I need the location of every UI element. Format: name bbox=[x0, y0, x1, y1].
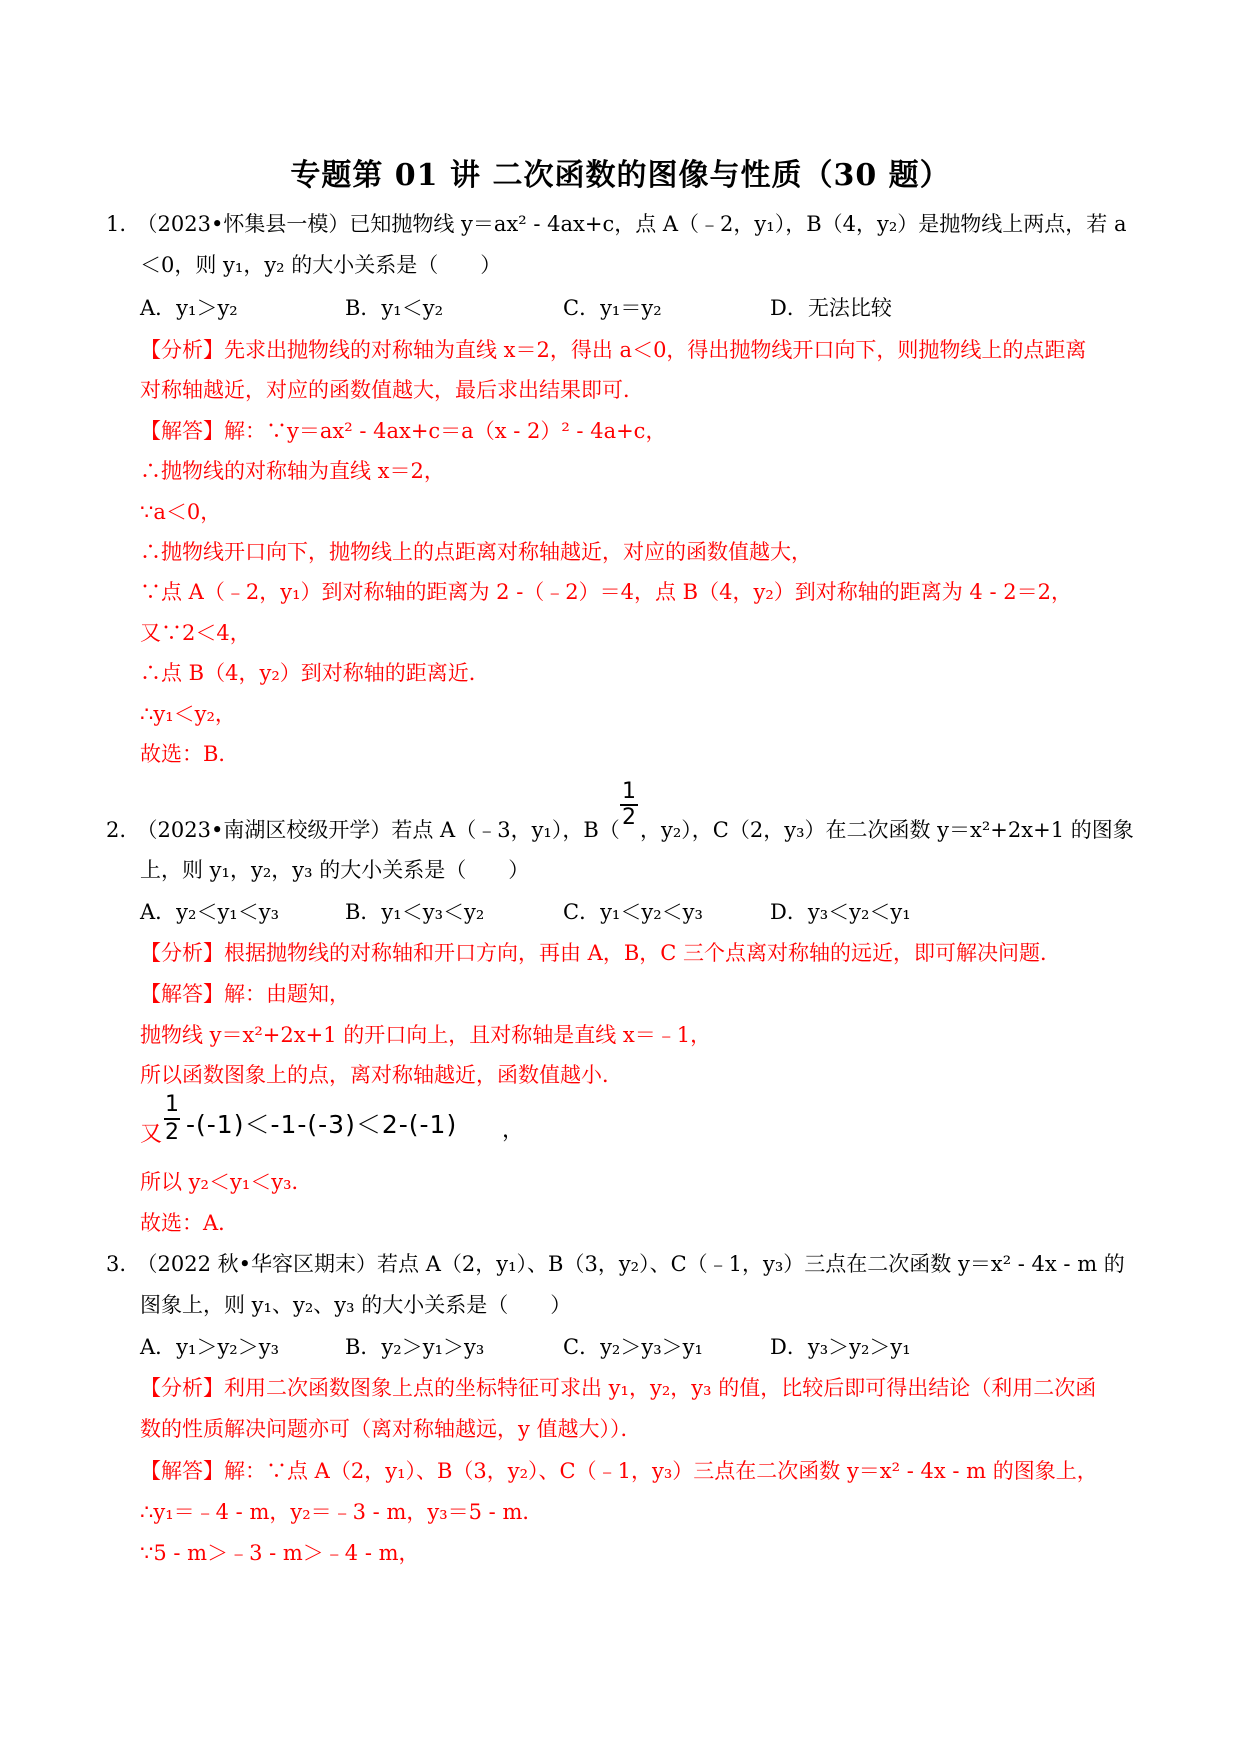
q2-fraction-denominator: 2 bbox=[622, 805, 636, 830]
q2-solution-line-6: 故选：A． bbox=[140, 1211, 240, 1235]
q1-solution-line-6: 又∵2＜4， bbox=[140, 621, 251, 645]
q2-expression-denominator: 2 bbox=[165, 1120, 179, 1145]
q2-expression-prefix: 又 bbox=[140, 1122, 163, 1147]
q2-solution-line-5: 所以 y₂＜y₁＜y₃． bbox=[140, 1170, 313, 1194]
q2-analysis: 【分析】根据抛物线的对称轴和开口方向，再由 A，B，C 三个点离对称轴的远近，即可解决问题． bbox=[140, 941, 1062, 965]
q2-option-b: B．y₁＜y₃＜y₂ bbox=[345, 900, 485, 924]
q2-stem-line-2: 上，则 y₁，y₂，y₃ 的大小关系是（ ） bbox=[140, 858, 530, 882]
q2-fraction-numerator: 1 bbox=[622, 779, 636, 804]
q1-stem-line-2: ＜0，则 y₁，y₂ 的大小关系是（ ） bbox=[140, 253, 502, 277]
document-title: 专题第 01 讲 二次函数的图像与性质（30 题） bbox=[290, 158, 951, 193]
q3-analysis-line-2: 数的性质解决问题亦可（离对称轴越远，y 值越大））． bbox=[140, 1417, 642, 1441]
q2-option-c: C．y₁＜y₂＜y₃ bbox=[563, 900, 703, 924]
q3-solution-line-3: ∵5 - m＞﹣3 - m＞﹣4 - m， bbox=[140, 1541, 420, 1565]
q1-solution-line-1: 【解答】解：∵y＝ax² - 4ax+c＝a（x - 2）² - 4a+c， bbox=[140, 419, 667, 443]
q2-expression-inequality: -(-1)＜-1-(-3)＜2-(-1) bbox=[186, 1110, 458, 1139]
q1-analysis-line-2: 对称轴越近，对应的函数值越大，最后求出结果即可． bbox=[140, 378, 644, 402]
q1-solution-line-8: ∴y₁＜y₂， bbox=[140, 702, 236, 726]
q1-solution-line-2: ∴抛物线的对称轴为直线 x＝2， bbox=[140, 459, 445, 483]
q2-expression-fraction bbox=[164, 1092, 180, 1146]
q1-option-d: D．无法比较 bbox=[770, 296, 892, 320]
q2-stem-line-1a: 2. （2023•南湖区校级开学）若点 A（﹣3，y₁），B（ bbox=[106, 818, 620, 842]
q2-solution-line-3: 所以函数图象上的点，离对称轴越近，函数值越小． bbox=[140, 1063, 623, 1087]
q1-solution-line-9: 故选：B． bbox=[140, 742, 240, 766]
q2-expression-numerator: 1 bbox=[165, 1092, 179, 1117]
q2-fraction-half bbox=[620, 780, 638, 830]
q1-solution-line-3: ∵a＜0， bbox=[140, 500, 222, 524]
q1-analysis-line-1: 【分析】先求出抛物线的对称轴为直线 x＝2，得出 a＜0，得出抛物线开口向下，则抛物线上的点距离 bbox=[140, 338, 1087, 362]
q1-solution-line-5: ∵点 A（﹣2，y₁）到对称轴的距离为 2 -（﹣2）＝4，点 B（4，y₂）到对称轴的距离为 4 - 2＝2， bbox=[140, 580, 1072, 604]
q2-option-a: A．y₂＜y₁＜y₃ bbox=[140, 900, 280, 924]
q3-solution-line-1: 【解答】解：∵点 A（2，y₁）、B（3，y₂）、C（﹣1，y₃）三点在二次函数 y＝x² - 4x - m 的图象上， bbox=[140, 1459, 1098, 1483]
q3-option-a: A．y₁＞y₂＞y₃ bbox=[140, 1335, 280, 1359]
q2-comparison-expression bbox=[140, 1092, 525, 1150]
q1-solution-line-7: ∴点 B（4，y₂）到对称轴的距离近． bbox=[140, 661, 490, 685]
q3-option-b: B．y₂＞y₁＞y₃ bbox=[345, 1335, 485, 1359]
q3-option-d: D．y₃＞y₂＞y₁ bbox=[770, 1335, 911, 1359]
q2-expression-suffix: ， bbox=[502, 1118, 525, 1143]
q1-option-a: A．y₁＞y₂ bbox=[140, 296, 238, 320]
q1-stem-line-1: 1. （2023•怀集县一模）已知抛物线 y＝ax² - 4ax+c，点 A（﹣2，y₁），B（4，y₂）是抛物线上两点，若 a bbox=[106, 212, 1127, 236]
q3-stem-line-1: 3. （2022 秋•华容区期末）若点 A（2，y₁）、B（3，y₂）、C（﹣1，y₃）三点在二次函数 y＝x² - 4x - m 的 bbox=[106, 1252, 1125, 1276]
q2-solution-line-1: 【解答】解：由题知， bbox=[140, 982, 350, 1006]
q3-analysis-line-1: 【分析】利用二次函数图象上点的坐标特征可求出 y₁，y₂，y₃ 的值，比较后即可得出结论（利用二次函 bbox=[140, 1376, 1097, 1400]
q3-stem-line-2: 图象上，则 y₁、y₂、y₃ 的大小关系是（ ） bbox=[140, 1293, 572, 1317]
q2-option-d: D．y₃＜y₂＜y₁ bbox=[770, 900, 911, 924]
q2-solution-line-2: 抛物线 y＝x²+2x+1 的开口向上，且对称轴是直线 x＝﹣1， bbox=[140, 1023, 712, 1047]
q1-option-b: B．y₁＜y₂ bbox=[345, 296, 443, 320]
q1-solution-line-4: ∴抛物线开口向下，抛物线上的点距离对称轴越近，对应的函数值越大， bbox=[140, 540, 812, 564]
q3-solution-line-2: ∴y₁＝﹣4 - m，y₂＝﹣3 - m，y₃＝5 - m． bbox=[140, 1500, 544, 1524]
q1-option-c: C．y₁＝y₂ bbox=[563, 296, 662, 320]
q2-stem-line-1b: ，y₂），C（2，y₃）在二次函数 y＝x²+2x+1 的图象 bbox=[640, 818, 1134, 842]
q3-option-c: C．y₂＞y₃＞y₁ bbox=[563, 1335, 703, 1359]
